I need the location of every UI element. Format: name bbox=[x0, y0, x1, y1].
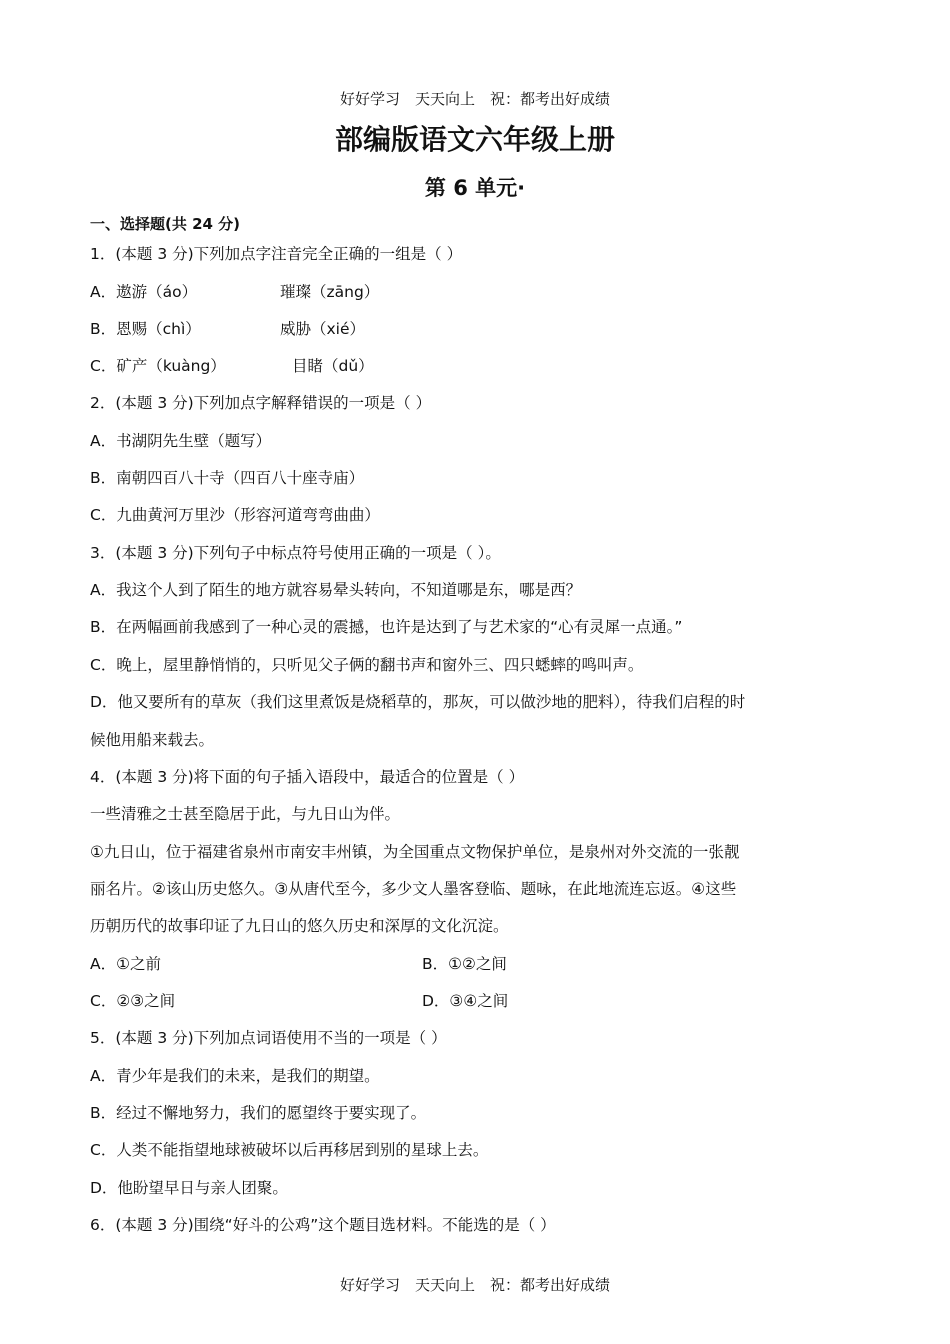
q3-stem: 3．(本题 3 分)下列句子中标点符号使用正确的一项是（ ）。 bbox=[90, 544, 501, 562]
unit-subtitle: 第 6 单元· bbox=[424, 176, 526, 200]
q4-option-b: B．①②之间 bbox=[422, 955, 507, 973]
section-heading: 一、选择题(共 24 分) bbox=[90, 215, 241, 233]
document-title: 部编版语文六年级上册 bbox=[334, 123, 615, 156]
page-footer: 好好学习 天天向上 祝：都考出好成绩 bbox=[339, 1276, 610, 1294]
q1-option-a1: A．遨游（áo） bbox=[90, 283, 198, 301]
q3-option-d-line1: D．他又要所有的草灰（我们这里煮饭是烧稻草的，那灰，可以做沙地的肥料），待我们启程的时 bbox=[90, 693, 746, 711]
q6-stem: 6．(本题 3 分)围绕“好斗的公鸡”这个题目选材料。不能选的是（ ） bbox=[90, 1216, 556, 1234]
q5-option-d: D．他盼望早日与亲人团聚。 bbox=[90, 1179, 288, 1197]
q5-stem: 5．(本题 3 分)下列加点词语使用不当的一项是（ ） bbox=[90, 1029, 447, 1047]
q1-option-b1: B．恩赐（chì） bbox=[90, 320, 201, 338]
q4-stem: 4．(本题 3 分)将下面的句子插入语段中，最适合的位置是（ ） bbox=[90, 768, 525, 786]
q5-option-c: C．人类不能指望地球被破坏以后再移居到别的星球上去。 bbox=[90, 1141, 489, 1159]
q2-option-a: A．书湖阴先生壁（题写） bbox=[90, 432, 272, 450]
q1-option-a2: 璀璨（zāng） bbox=[280, 283, 380, 301]
q1-option-c1: C．矿产（kuàng） bbox=[90, 357, 226, 375]
q4-option-d: D．③④之间 bbox=[422, 992, 509, 1010]
q1-stem: 1．(本题 3 分)下列加点字注音完全正确的一组是（ ） bbox=[90, 245, 463, 263]
q2-option-b: B．南朝四百八十寺（四百八十座寺庙） bbox=[90, 469, 365, 487]
q4-sentence: 一些清雅之士甚至隐居于此，与九日山为伴。 bbox=[90, 805, 401, 823]
q3-option-d-line2: 候他用船来载去。 bbox=[90, 731, 215, 749]
q2-option-c: C．九曲黄河万里沙（形容河道弯弯曲曲） bbox=[90, 506, 380, 524]
page-header: 好好学习 天天向上 祝：都考出好成绩 bbox=[339, 90, 610, 108]
q3-option-a: A．我这个人到了陌生的地方就容易晕头转向，不知道哪是东，哪是西？ bbox=[90, 581, 582, 599]
q4-passage-line2: 丽名片。②该山历史悠久。③从唐代至今，多少文人墨客登临、题咏，在此地流连忘返。④这些 bbox=[90, 880, 737, 898]
q4-passage-line3: 历朝历代的故事印证了九日山的悠久历史和深厚的文化沉淀。 bbox=[90, 917, 509, 935]
q3-option-c: C．晚上，屋里静悄悄的，只听见父子俩的翻书声和窗外三、四只蟋蟀的鸣叫声。 bbox=[90, 656, 644, 674]
q5-option-b: B．经过不懈地努力，我们的愿望终于要实现了。 bbox=[90, 1104, 427, 1122]
q2-stem: 2．(本题 3 分)下列加点字解释错误的一项是（ ） bbox=[90, 394, 432, 412]
q5-option-a: A．青少年是我们的未来，是我们的期望。 bbox=[90, 1067, 380, 1085]
q1-option-b2: 威胁（xié） bbox=[280, 320, 366, 338]
q1-option-c2: 目睹（dǔ） bbox=[292, 357, 374, 375]
q4-option-a: A．①之前 bbox=[90, 955, 161, 973]
q4-passage-line1: ①九日山，位于福建省泉州市南安丰州镇，为全国重点文物保护单位，是泉州对外交流的一张靓 bbox=[90, 843, 740, 861]
q4-option-c: C．②③之间 bbox=[90, 992, 176, 1010]
q3-option-b: B．在两幅画前我感到了一种心灵的震撼，也许是达到了与艺术家的“心有灵犀一点通。” bbox=[90, 618, 683, 636]
